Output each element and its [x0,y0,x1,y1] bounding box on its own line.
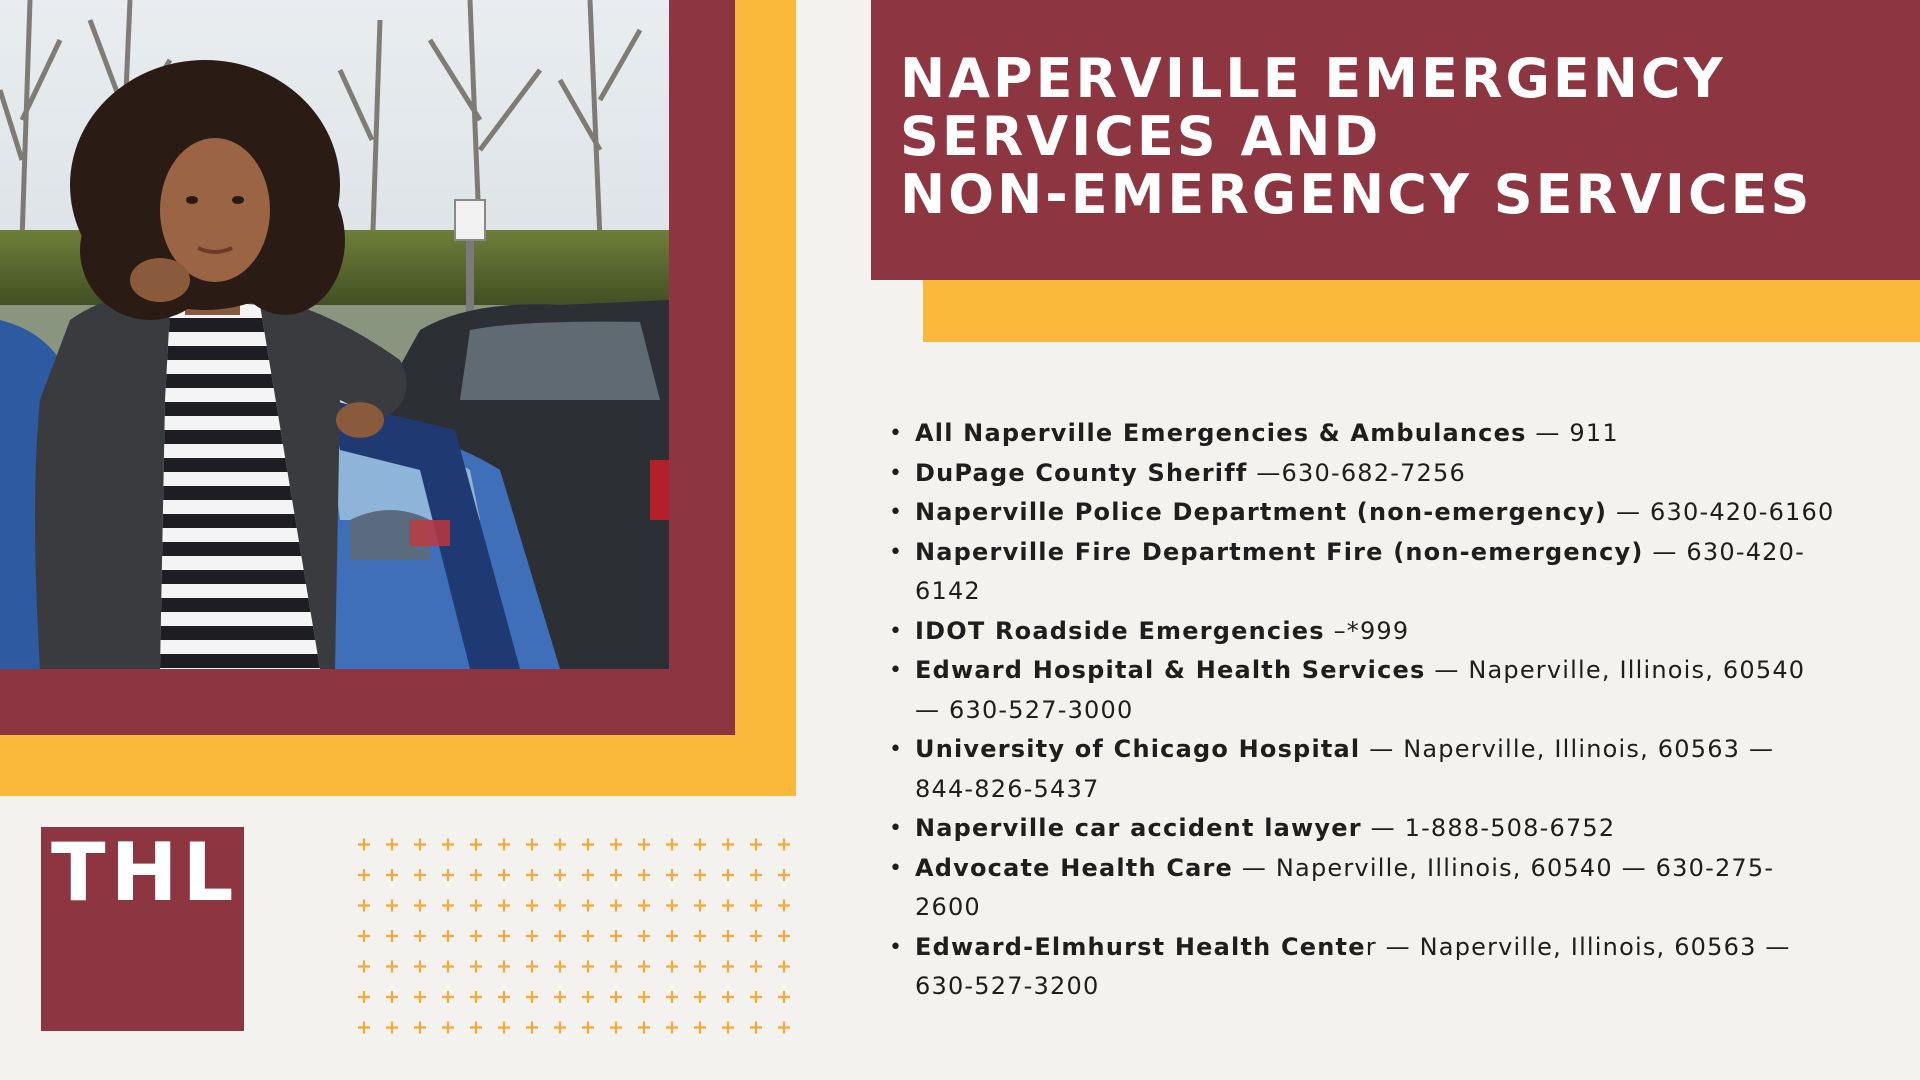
list-item [889,928,1839,1007]
service-detail: — Naperville, Illinois, 60540 — 630-275-2600 [915,853,1775,921]
title-line: SERVICES AND [900,105,1382,168]
service-name: Edward-Elmhurst Health Cente [915,932,1366,961]
title-accent-bar [923,280,1920,342]
list-item [889,730,1839,809]
service-detail: — Naperville, Illinois, 60563 — 844-826-5437 [915,735,1775,803]
list-item [889,612,1839,652]
list-item [889,809,1839,849]
service-detail: —630-682-7256 [1247,458,1466,487]
title-line: NON-EMERGENCY SERVICES [900,163,1813,226]
service-name: Edward Hospital & Health Services [915,656,1426,684]
service-detail: — Naperville, Illinois, 60540 — 630-527-3000 [915,656,1806,724]
service-name: Naperville Police Department (non-emergency) [915,498,1608,526]
service-detail: — 630-420-6142 [915,537,1805,605]
list-item [889,493,1839,533]
list-item [889,651,1839,730]
list-item [889,454,1839,494]
service-detail: — 630-420-6160 [1607,498,1835,526]
service-detail: r — Naperville, Illinois, 60563 — 630-527-3200 [915,932,1791,1000]
service-name: DuPage County Sheriff [915,458,1248,487]
services-list [889,414,1839,1007]
thl-logo [41,827,244,1031]
service-name: All Naperville Emergencies & Ambulances [915,419,1527,447]
accident-photo [0,0,669,669]
title-line: NAPERVILLE EMERGENCY [900,47,1726,110]
service-detail: — 1-888-508-6752 [1361,814,1616,842]
service-name: IDOT Roadside Emergencies [915,616,1325,645]
cross-pattern [350,836,800,1046]
service-detail: –*999 [1324,616,1410,645]
service-name: Naperville car accident lawyer [915,814,1362,842]
service-name: Advocate Health Care [915,853,1234,882]
list-item [889,849,1839,928]
service-detail: — 911 [1526,419,1619,447]
page-title [900,47,1900,226]
list-item [889,533,1839,612]
list-item [889,414,1839,454]
logo-text: THL [51,826,239,919]
service-name: Naperville Fire Department Fire (non-emergency) [915,537,1644,566]
service-name: University of Chicago Hospital [915,735,1361,763]
